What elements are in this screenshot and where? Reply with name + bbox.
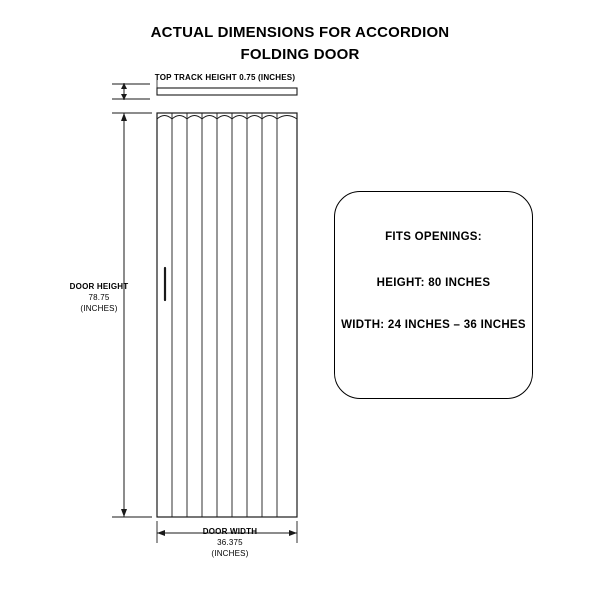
- door-width-label: [160, 526, 300, 559]
- title-line-1: ACTUAL DIMENSIONS FOR ACCORDION: [150, 24, 450, 41]
- fits-openings-height: HEIGHT: 80 INCHES: [376, 277, 491, 289]
- door-height-label: [55, 281, 143, 314]
- door-height-title: DOOR HEIGHT: [69, 282, 129, 291]
- height-arrow-top: [121, 113, 127, 121]
- height-arrow-bottom: [121, 509, 127, 517]
- top-track-height-label: TOP TRACK HEIGHT 0.75 (INCHES): [154, 73, 296, 82]
- door-width-unit: (INCHES): [211, 549, 249, 558]
- door-panel-body: [157, 113, 297, 517]
- fits-openings-heading: FITS OPENINGS:: [385, 231, 482, 243]
- door-height-unit: (INCHES): [80, 304, 118, 313]
- title-line-2: FOLDING DOOR: [240, 46, 360, 63]
- fits-openings-callout: [334, 191, 533, 399]
- door-width-value: 36.375: [217, 538, 243, 547]
- door-height-value: 78.75: [88, 293, 110, 302]
- top-track-bar: [157, 88, 297, 95]
- door-width-title: DOOR WIDTH: [202, 527, 258, 536]
- fits-openings-width: WIDTH: 24 INCHES – 36 INCHES: [341, 319, 526, 331]
